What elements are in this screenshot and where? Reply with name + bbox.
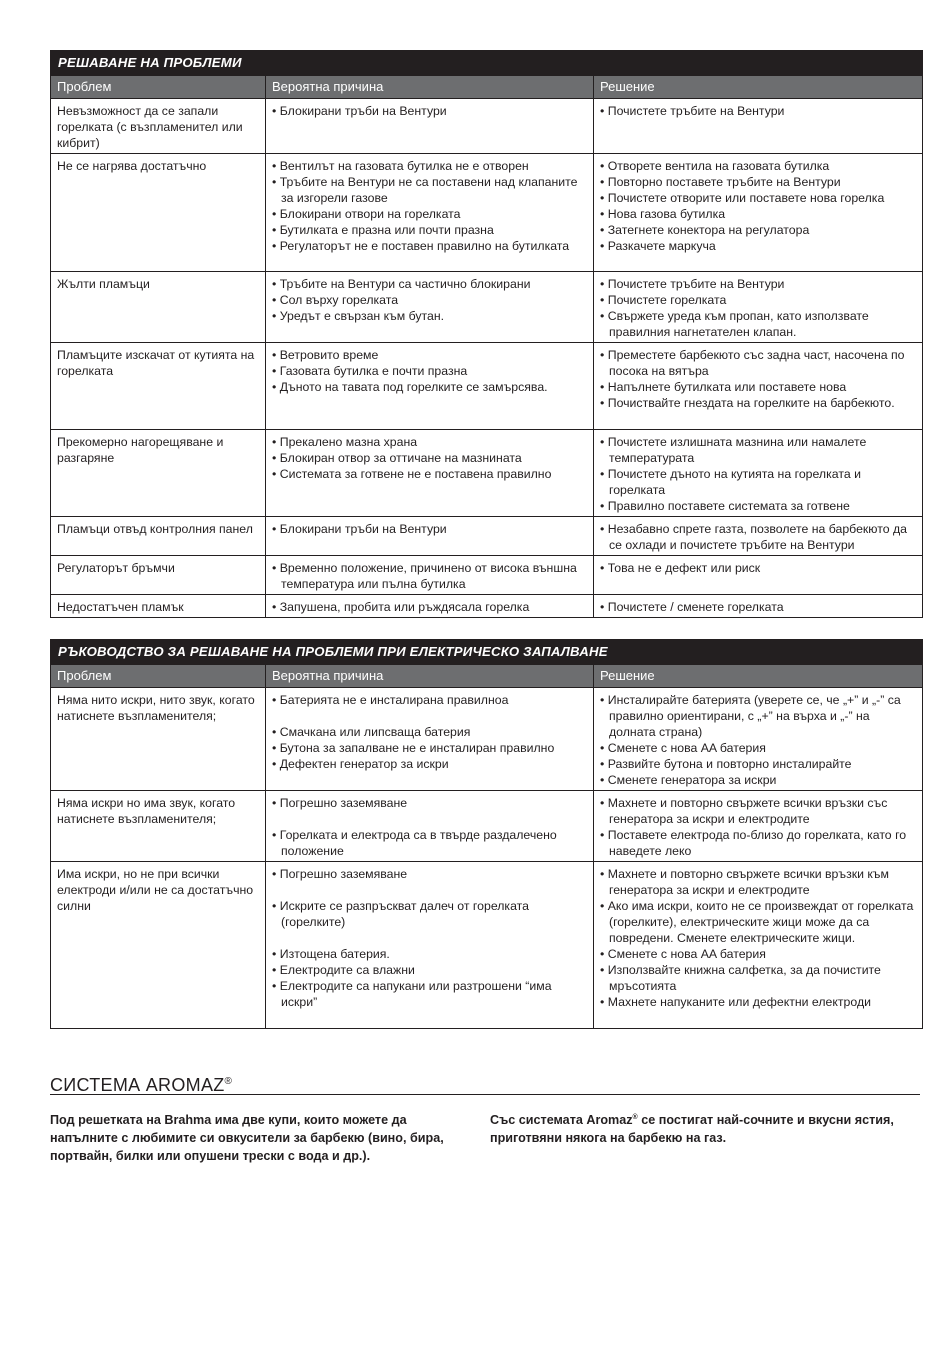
- cause-cell: [266, 343, 594, 430]
- cause-item: • Вентилът на газовата бутилка не е отворен: [272, 159, 529, 173]
- cause-cell: [266, 862, 594, 1029]
- cause-cell: [266, 430, 594, 517]
- solution-item: • Почистете / сменете горелката: [600, 600, 784, 614]
- registered-mark: ®: [224, 1076, 233, 1087]
- cause-cell: [266, 154, 594, 272]
- solution-item: • Почиствайте гнездата на горелките на барбекюто.: [600, 396, 895, 410]
- section-text-left: Под решетката на Brahma има две купи, които можете да напълните с любимите си овкусители за барбекю (вино, бира, портвайн, билки или опушени трески с вода и др.).: [50, 1113, 444, 1163]
- cause-item: • Искрите се разпръскват далеч от горелката (горелките): [272, 899, 529, 929]
- solution-item: • Сменете с нова AA батерия: [600, 741, 766, 755]
- cause-item: • Регулаторът не е поставен правилно на бутилката: [272, 239, 570, 253]
- problem-cell: Няма искри но има звук, когато натиснете възпламенителя;: [51, 791, 266, 862]
- problem-cell: Няма нито искри, нито звук, когато натиснете възпламенителя;: [51, 688, 266, 791]
- solution-item: • Сменете с нова AA батерия: [600, 947, 766, 961]
- cause-item: • Временно положение, причинено от висока външна температура или пълна бутилка: [272, 561, 577, 591]
- solution-cell: [594, 595, 923, 618]
- solution-cell: [594, 272, 923, 343]
- solution-item: • Почистете излишната мазнина или намалете температурата: [600, 435, 867, 465]
- cause-item: • Блокирани отвори на горелката: [272, 207, 461, 221]
- solution-item: • Ако има искри, които не се произвеждат от горелката (горелките), електрическите жици може да са повредени. Сменете електрическите жици.: [600, 899, 914, 945]
- ignition-troubleshooting-table: [50, 639, 923, 1029]
- cause-cell: [266, 791, 594, 862]
- cause-item: • Електродите са напукани или разтрошени “има искри”: [272, 979, 552, 1009]
- cause-item: • Електродите са влажни: [272, 963, 415, 977]
- section-title: СИСТЕМА AROMAZ®: [50, 1072, 920, 1095]
- problem-cell: Жълти пламъци: [51, 272, 266, 343]
- cause-item: • Бутона за запалване не е инсталиран правилно: [272, 741, 555, 755]
- solution-item: • Махнете и повторно свържете всички връзки към генератора за искри и електродите: [600, 867, 889, 897]
- solution-cell: [594, 154, 923, 272]
- table-row: [51, 343, 923, 430]
- solution-item: • Правилно поставете системата за готвене: [600, 499, 850, 513]
- cause-item: • Сол върху горелката: [272, 293, 399, 307]
- cause-item: • Газовата бутилка е почти празна: [272, 364, 468, 378]
- column-header-cause: Вероятна причина: [266, 665, 594, 688]
- solution-item: • Преместете барбекюто със задна част, насочена по посока на вятъра: [600, 348, 905, 378]
- column-header-problem: Проблем: [51, 665, 266, 688]
- problem-cell: Регулаторът бръмчи: [51, 556, 266, 595]
- cause-item: • Изтощена батерия.: [272, 947, 390, 961]
- table-row: [51, 154, 923, 272]
- cause-item: • Блокирани тръби на Вентури: [272, 522, 447, 536]
- cause-item: • Запушена, пробита или ръждясала горелка: [272, 600, 530, 614]
- solution-item: • Нова газова бутилка: [600, 207, 726, 221]
- solution-item: • Почистете отворите или поставете нова горелка: [600, 191, 885, 205]
- table-row: [51, 430, 923, 517]
- solution-item: • Свържете уреда към пропан, като използвате правилния нагнетателен клапан.: [600, 309, 869, 339]
- column-header-problem: Проблем: [51, 76, 266, 99]
- solution-item: • Махнете напуканите или дефектни електроди: [600, 995, 871, 1009]
- cause-item: • Бутилката е празна или почти празна: [272, 223, 494, 237]
- problem-cell: Прекомерно нагорещяване и разгаряне: [51, 430, 266, 517]
- cause-item: • Погрешно заземяване: [272, 867, 408, 881]
- cause-item: • Тръбите на Вентури не са поставени над клапаните за изгорели газове: [272, 175, 578, 205]
- cause-cell: [266, 99, 594, 154]
- solution-item: • Повторно поставете тръбите на Вентури: [600, 175, 841, 189]
- solution-item: • Затегнете конектора на регулатора: [600, 223, 810, 237]
- problem-cell: Пламъци отвъд контролния панел: [51, 517, 266, 556]
- cause-item: • Тръбите на Вентури са частично блокирани: [272, 277, 531, 291]
- solution-cell: [594, 791, 923, 862]
- table-row: [51, 99, 923, 154]
- solution-item: • Махнете и повторно свържете всички връзки със генератора за искри и електродите: [600, 796, 888, 826]
- solution-cell: [594, 862, 923, 1029]
- solution-cell: [594, 99, 923, 154]
- solution-item: • Почистете горелката: [600, 293, 727, 307]
- section-text-right: Със системата Aromaz® се постигат най-сочните и вкусни ястия, приготвяни някога на барбекю на газ.: [490, 1113, 894, 1145]
- cause-item: • Прекалено мазна храна: [272, 435, 418, 449]
- cause-cell: [266, 517, 594, 556]
- cause-cell: [266, 272, 594, 343]
- solution-item: • Сменете генератора за искри: [600, 773, 777, 787]
- cause-item: • Смачкана или липсваща батерия: [272, 725, 471, 739]
- solution-item: • Това не е дефект или риск: [600, 561, 761, 575]
- column-header-solution: Решение: [594, 76, 923, 99]
- table-row: [51, 791, 923, 862]
- solution-cell: [594, 517, 923, 556]
- solution-item: • Разкачете маркуча: [600, 239, 716, 253]
- solution-item: • Развийте бутона и повторно инсталирайте: [600, 757, 852, 771]
- problem-cell: Недостатъчен пламък: [51, 595, 266, 618]
- cause-item: • Дъното на тавата под горелките се замърсява.: [272, 380, 548, 394]
- solution-item: • Незабавно спрете газта, позволете на барбекюто да се охлади и почистете тръбите на Вентури: [600, 522, 908, 552]
- solution-item: • Почистете тръбите на Вентури: [600, 104, 785, 118]
- table-row: [51, 862, 923, 1029]
- table-row: [51, 517, 923, 556]
- solution-cell: [594, 688, 923, 791]
- problem-cell: Има искри, но не при всички електроди и/или не са достатъчно силни: [51, 862, 266, 1029]
- troubleshooting-table: [50, 50, 923, 618]
- table-row: [51, 595, 923, 618]
- column-header-solution: Решение: [594, 665, 923, 688]
- solution-item: • Използвайте книжна салфетка, за да почистите мръсотията: [600, 963, 881, 993]
- column-header-cause: Вероятна причина: [266, 76, 594, 99]
- table-row: [51, 272, 923, 343]
- solution-item: • Отворете вентила на газовата бутилка: [600, 159, 830, 173]
- cause-item: • Блокирани тръби на Вентури: [272, 104, 447, 118]
- cause-item: • Горелката и електрода са в твърде раздалечено положение: [272, 828, 557, 858]
- table-row: [51, 688, 923, 791]
- solution-item: • Инсталирайте батерията (уверете се, че „+” и „-” са правилно ориентирани, с „+” на върха и „-” на долната страна): [600, 693, 901, 739]
- cause-item: • Дефектен генератор за искри: [272, 757, 449, 771]
- cause-cell: [266, 556, 594, 595]
- problem-cell: Пламъците изскачат от кутията на горелката: [51, 343, 266, 430]
- cause-cell: [266, 688, 594, 791]
- cause-item: • Системата за готвене не е поставена правилно: [272, 467, 552, 481]
- problem-cell: Не се нагрява достатъчно: [51, 154, 266, 272]
- cause-item: • Погрешно заземяване: [272, 796, 408, 810]
- solution-cell: [594, 556, 923, 595]
- solution-cell: [594, 343, 923, 430]
- solution-item: • Напълнете бутилката или поставете нова: [600, 380, 847, 394]
- cause-item: • Блокиран отвор за оттичане на мазнината: [272, 451, 522, 465]
- cause-item: • Уредът е свързан към бутан.: [272, 309, 445, 323]
- problem-cell: Невъзможност да се запали горелката (с възпламенител или кибрит): [51, 99, 266, 154]
- table-title: РЕШАВАНЕ НА ПРОБЛЕМИ: [51, 51, 923, 76]
- cause-item: • Батерията не е инсталирана правилноa: [272, 693, 509, 707]
- solution-item: • Почистете тръбите на Вентури: [600, 277, 785, 291]
- table-row: [51, 556, 923, 595]
- cause-item: • Ветровито време: [272, 348, 379, 362]
- solution-item: • Поставете електрода по-близо до горелката, като го наведете леко: [600, 828, 907, 858]
- cause-cell: [266, 595, 594, 618]
- solution-cell: [594, 430, 923, 517]
- solution-item: • Почистете дъното на кутията на горелката и горелката: [600, 467, 861, 497]
- table-title: РЪКОВОДСТВО ЗА РЕШАВАНЕ НА ПРОБЛЕМИ ПРИ ЕЛЕКТРИЧЕСКО ЗАПАЛВАНЕ: [51, 640, 923, 665]
